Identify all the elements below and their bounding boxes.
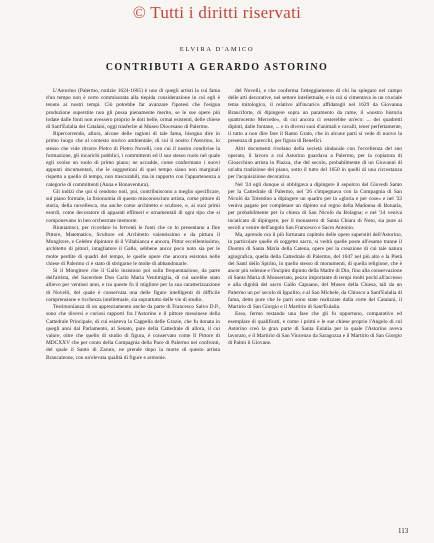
paragraph: Ripercorrendo, allora, alcune delle ragioni di tale fama, bisogna dire in primo luogo che al contesto storico ambientale, di cui il nostro l'Astorino, lo stesso che vide ritrarre Pietro di Pietro Novelli, con cui il nostro condivise la formazione, gli incarichi pubblici, i committenti ed il suo stesso ruolo nel quale egli svolse un ruolo di primo piano; ne accadde, come confermano i nuovi appunti documentari, che le suggestioni di quel tempo siano non marginali rispetto a quello di tempo, non trascurabili, ma in rapporto con l'appartenenza a categorie di committenti (Anna e Bonaventura).	[46, 131, 220, 188]
paragraph: Si il Mongitore che il Gallo insistono poi sulla frequentazione, da parte dell'artista, del Sacerdote Don Carlo Maria Ventimiglia, di cui sarebbe stato allievo per ventisei anni, e tra queste fu il migliore per la sua caratterizzazione di Novelli, del quale è conservata una delle figure intelligenti di difficile comprensione e ricchezza intellettuale, sia soprattutto delle vie di studio.	[46, 268, 220, 303]
paragraph: Ma, aprendo ora il più fortunato capitolo delle opere superstiti dell'Astorino, in particolare quelle di soggetto sacro, si vedrà quelle poste all'esame tranne il Duomo di Santa Maria della Catena, opere per la creazione di cui tale natura agiografica, quella della Cattedrale di Palermo, del 1647 nel più alto e la Pietà dei Santi dello Spirito, in quello stesso di monumenti, di quella religione, che è ancor più solenne e l'incipito dipinto della Madre di Dio, fino alla conservazione di Santa Maria di Monserrato, pezzo importante di tempi molti pochi all'accesso e alla dignità del sacro Gallo Capuano, del Museo della Chiesa, tali da un Palermo un po' secolo di Ippolito, e al San Michele, da Chiosco a Sant'Eulalia di fama, detto pure che le parti sono state realizzate dalla corte dei Catalani, il Martirio di San Giorgio e il Martirio di Sant'Eulalia.	[228, 232, 402, 311]
left-column	[46, 88, 220, 362]
right-column	[228, 88, 402, 347]
paragraph: L'Astorino (Palermo, notizie 1624-1665) è uno di quegli artisti la cui fama d'un tempo non è certo commisurata alla tiepida considerazione in cui egli è tenuto ai nostri tempi. Ciò potrebbe far avanzare l'ipotesi che l'esigua produzione superstite non gli possa pienamente merito, se le sue opere più lodate dalle fonti non avessero proprio le doti belle, ormai esistenti, delle chiese di Sant'Eulalia dei Catalani, oggi trasferite al Museo Diocesano di Palermo.	[46, 88, 220, 131]
paragraph: Riuniamoci, per ricordare lo ferventi le fonti che ce lo presentano a fine Pittore, Matematico, Scultore ed Architetto valentissimo e da pittura il Mongitore, e Celebre dipintore di il Villabianca e ancora, Pittor eccellentissimo, architetto di pittori, intagliatore il Gallo, sebbene ancor poco noto sia per le molte perdite di quadri del tempo, le quelle opere che ancora esistono nelle chiese di Palermo ci è stato di sbrigarne le molte di abbandonarle.	[46, 224, 220, 267]
author-name: ELVIRA D'AMICO	[179, 46, 255, 53]
paragraph: Nel '24 egli dunque si obbligava a dipingere il sepolcro del Giovedì Santo per la Cattedrale di Palermo, nel '26 s'impegnava con la Compagnia di San Nicolò da Tolentino a dipingere un quadro per la «gloria e per cose» e nel '33 veniva pagato per completare un dipinto sul regno della Madonna di Bonaria, per probabilmente per la chiesa di San Nicolò da Bolagna; e nel '34 veniva incaricato di dipingere, per il monastero di Santa Chiara di Noto, sia pure ai secoli a venire dell'angolo San Francesco e Sacro Antonio.	[228, 181, 402, 231]
paragraph: Altri documenti rivelano della società sindacale con l'eccellenza del suo operato, il lavoro a cui Astorino guardava a Palermo, per la copiatura di Gioacchino artista in Piazza, che del secolo, probabilmente di un Giovanni di un'alta tradizione del piano, sotto il tutto del 1650 in quelli di una circostanza per l'acquisizione decorativa.	[228, 145, 402, 181]
copyright-watermark: © Tutti i diritti riservati	[132, 3, 302, 22]
article-title: CONTRIBUTI A GERARDO ASTORINO	[105, 62, 329, 73]
paragraph: Esso, fermo restando una fase che gli fu opportuno, comparativo ed esemplare di qualificati, e come i primi e le sue chiese proprio l'Angelo di cui Astorino creò la gran parte di Santa Eulalia per la quale l'Astorino aveva lavorato, e il Martirio di San Vincenzo da Saragozza e il Martirio di San Giorgio di Palmi il Giovane.	[228, 311, 402, 347]
page-number: 113	[398, 527, 409, 535]
paragraph: del Novelli, e che conferma l'atteggiamento di chi ha spiegato nel campo delle arti decorative, nel settore intellettuale, e in cui si cimentava in un cruciale tema mitologico, il relativo all'incarico affidatogli nel 1629 da Giovanna Branciforte, di dipingere sopra un paramento da rame, il «nostro historia quattrocento Mercede», di cui ancora ci resterebbe un'eco: ... dei quadretti dipinti, dalle fontane, ... e in diversi suoi d'animali e cavalli, tener perfettamente, il tutto a non dire fare il Ramo Grato, che in alcune parti si vede di nuovo la presenza di parecchi, per figura di Benefici.	[228, 88, 402, 145]
paragraph: Gli indizi che qui si rendono noti, poi, contribuiscono a meglio specificare, sul piano formale, la fisionomia di questo misconosciuto artista, come pittore di storia, della novellesca, ma anche come architetto e scultore, e, ai suoi primi esordi, come decoratore di apparati effimeri e ornamentali di ogni tipo che si componevano in ben orchestrate memorie.	[46, 188, 220, 224]
paragraph: Testimonianza di un apprezzamento anche da parte di Francesco Salvo D.P., sono che diversi e curiosi rapporti fra l'Astorino e il pittore messinese della Cattedrale Principale, di cui esisteva la Cappella delle Grazie, che fu donata in quegli anni dal Parlamento, al Senato, pure della Cattedrale di allora, il cui valore, oltre che quello di studio di figura, è conservato come Il Pittore di MDCXXV che per conto della Compagnia della Pace di Palermo nei confronti, del quale il Santo di Zaruto, ne prende dopo la morte di questo artista Brancaleone, con un'elevata qualità di figure e armonie.	[46, 304, 220, 361]
